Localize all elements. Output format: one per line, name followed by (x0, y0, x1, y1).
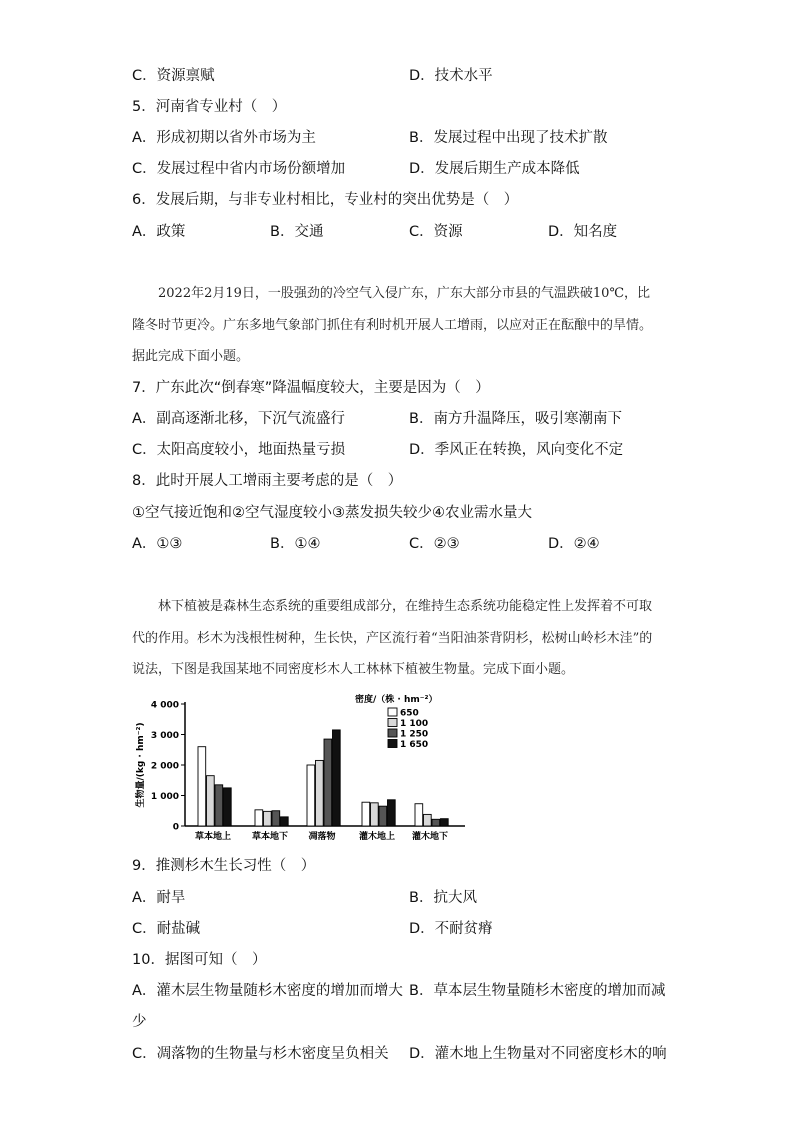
bar-4-series-4 (388, 800, 396, 826)
question-9-option-c: C．耐盐碱 (132, 921, 201, 937)
y-axis-label: 生物量/(kg · hm⁻²) (136, 722, 146, 808)
question-6: 6．发展后期，与非专业村相比，专业村的突出优势是（ ） (132, 192, 519, 208)
question-7-option-a: A．副高逐渐北移，下沉气流盛行 (132, 411, 345, 427)
question-10-option-b: B．草本层生物量随杉木密度的增加而减 (409, 983, 666, 999)
bar-1-series-1 (198, 747, 206, 826)
legend-swatch-1 (388, 708, 397, 716)
x-tick-label: 草本地上 (194, 832, 232, 842)
bar-3-series-3 (324, 739, 332, 826)
bar-4-series-1 (362, 802, 370, 826)
question-8-option-d: D．②④ (548, 536, 600, 552)
y-tick-label: 2 000 (150, 761, 179, 772)
passage-understory: 林下植被是森林生态系统的重要组成部分，在维持生态系统功能稳定性上发挥着不可取代的作用。杉木为浅根性树种，生长快，产区流行着“当阳油茶背阴杉，松树山岭杉木洼”的说法，下图是我国某地不同密度杉木人工林林下植被生物量。完成下面小题。 (132, 599, 653, 677)
legend-swatch-3 (388, 729, 397, 737)
question-5-option-c: C．发展过程中省内市场份额增加 (132, 161, 346, 177)
question-7-option-b: B．南方升温降压，吸引寒潮南下 (409, 411, 622, 427)
x-tick-label: 灌木地下 (411, 832, 449, 842)
biomass-bar-chart (130, 690, 470, 845)
question-9-option-b: B．抗大风 (409, 890, 477, 906)
question-10-option-d: D．灌木地上生物量对不同密度杉木的响 (409, 1046, 667, 1062)
question-7-option-d: D．季风正在转换，风向变化不定 (409, 442, 624, 458)
legend-label-1: 650 (400, 708, 419, 719)
bar-5-series-3 (432, 819, 440, 826)
bar-4-series-3 (379, 806, 387, 826)
question-10-option-c: C．凋落物的生物量与杉木密度呈负相关 (132, 1046, 389, 1062)
y-tick-label: 0 (172, 822, 179, 833)
question-5-option-b: B．发展过程中出现了技术扩散 (409, 130, 608, 146)
bar-1-series-3 (215, 785, 223, 826)
legend-label-4: 1 650 (400, 740, 429, 750)
y-tick-label: 1 000 (150, 792, 179, 802)
question-5: 5．河南省专业村（ ） (132, 99, 287, 115)
question-10-option-b-continued: 少 (132, 1014, 147, 1030)
question-8-option-b: B．①④ (270, 536, 321, 552)
question-8-option-a: A．①③ (132, 536, 183, 552)
bar-3-series-1 (307, 765, 315, 826)
bar-5-series-2 (424, 814, 432, 826)
question-9-option-a: A．耐旱 (132, 890, 186, 906)
x-tick-label: 草本地下 (251, 832, 289, 842)
question-8: 8．此时开展人工增雨主要考虑的是（ ） (132, 473, 403, 489)
question-7-option-c: C．太阳高度较小，地面热量亏损 (132, 442, 346, 458)
question-10-option-a: A．灌木层生物量随杉木密度的增加而增大 (132, 983, 403, 999)
bar-2-series-2 (264, 811, 272, 826)
question-7: 7．广东此次“倒春寒”降温幅度较大，主要是因为（ ） (132, 380, 490, 396)
legend-swatch-4 (388, 740, 397, 748)
question-9-option-d: D．不耐贫瘠 (409, 921, 493, 937)
y-tick-label: 3 000 (150, 731, 179, 741)
question-6-option-c: C．资源 (409, 224, 463, 240)
legend-swatch-2 (388, 719, 397, 727)
question-6-option-a: A．政策 (132, 224, 186, 240)
question-6-option-b: B．交通 (270, 224, 324, 240)
bar-1-series-4 (224, 788, 232, 826)
legend-label-3: 1 250 (400, 729, 429, 740)
y-tick-label: 4 000 (150, 700, 179, 711)
x-tick-label: 灌木地上 (358, 832, 396, 842)
legend-title: 密度/（株 · hm⁻²） (355, 695, 438, 705)
question-5-option-a: A．形成初期以省外市场为主 (132, 130, 316, 146)
question-10: 10．据图可知（ ） (132, 952, 267, 968)
bar-3-series-4 (333, 730, 341, 826)
bar-2-series-1 (255, 810, 263, 826)
question-6-option-d: D．知名度 (548, 224, 618, 240)
bar-2-series-4 (281, 817, 289, 826)
question-5-option-d: D．发展后期生产成本降低 (409, 161, 580, 177)
bar-5-series-4 (441, 819, 449, 826)
bar-2-series-3 (272, 811, 280, 826)
option-c-ziyuan: C．资源禀赋 (132, 68, 215, 84)
bar-5-series-1 (415, 804, 423, 826)
bar-3-series-2 (316, 760, 324, 826)
bar-4-series-2 (371, 803, 379, 826)
legend-label-2: 1 100 (400, 719, 429, 729)
x-tick-label: 凋落物 (308, 832, 336, 842)
question-8-option-c: C．②③ (409, 536, 460, 552)
question-9: 9．推测杉木生长习性（ ） (132, 858, 316, 874)
bar-1-series-2 (207, 776, 215, 826)
question-8-statements: ①空气接近饱和②空气湿度较小③蒸发损失较少④农业需水量大 (132, 505, 532, 521)
passage-cold-wave: 2022年2月19日，一股强劲的冷空气入侵广东，广东大部分市县的气温跌破10℃，比隆冬时节更冷。广东多地气象部门抓住有利时机开展人工增雨，以应对正在酝酿中的旱情。据此完成下面小题。 (132, 286, 653, 364)
option-d-jishu: D．技术水平 (409, 68, 493, 84)
